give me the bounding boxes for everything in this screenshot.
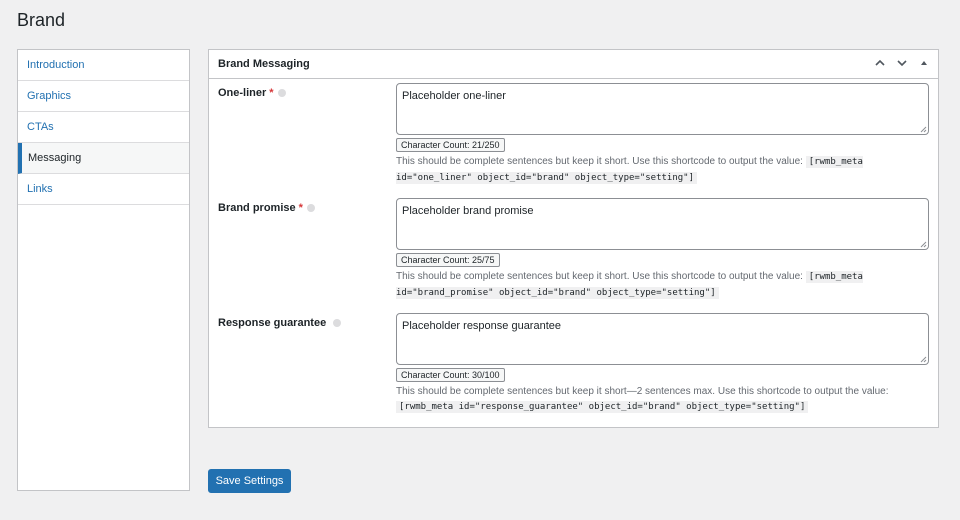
one-liner-label (218, 87, 286, 99)
settings-tabs (17, 49, 190, 491)
brand-messaging-panel (208, 49, 939, 428)
info-icon[interactable] (307, 204, 315, 212)
field-label-text: One-liner (218, 87, 267, 99)
tab-introduction[interactable]: Introduction (18, 50, 189, 81)
tab-messaging[interactable]: Messaging (18, 143, 189, 174)
resize-grip-icon[interactable] (920, 126, 927, 133)
character-count: Character Count: 21/250 (396, 138, 505, 152)
resize-grip-icon[interactable] (920, 241, 927, 248)
panel-actions (872, 55, 932, 71)
save-settings-button[interactable]: Save Settings (208, 469, 291, 493)
one-liner-textarea[interactable] (396, 83, 929, 135)
brand-promise-label (218, 202, 315, 214)
response-guarantee-label (218, 317, 341, 329)
shortcode: [rwmb_meta id="one_liner" object_id="brand" object_type="setting"] (396, 157, 863, 183)
textarea-value: Placeholder brand promise (402, 205, 534, 217)
character-count: Character Count: 30/100 (396, 368, 505, 382)
description-text: This should be complete sentences but keep it short. Use this shortcode to output the value: (396, 271, 803, 282)
page-title: Brand (17, 10, 66, 30)
required-marker: * (269, 87, 274, 99)
info-icon[interactable] (278, 89, 286, 97)
brand-promise-textarea[interactable] (396, 198, 929, 250)
shortcode: [rwmb_meta id="brand_promise" object_id="brand" object_type="setting"] (396, 272, 863, 298)
field-label-text: Response guarantee (218, 317, 327, 329)
description-text: This should be complete sentences but keep it short. Use this shortcode to output the value: (396, 156, 803, 167)
tab-links[interactable]: Links (18, 174, 189, 205)
required-marker: * (298, 202, 303, 214)
resize-grip-icon[interactable] (920, 356, 927, 363)
textarea-value: Placeholder one-liner (402, 90, 506, 102)
triangle-up-icon[interactable] (916, 55, 932, 71)
panel-title: Brand Messaging (218, 58, 310, 70)
character-count: Character Count: 25/75 (396, 253, 500, 267)
description-text: This should be complete sentences but keep it short—2 sentences max. Use this shortcode to output the value: (396, 386, 889, 397)
shortcode: [rwmb_meta id="response_guarantee" object_id="brand" object_type="setting"] (396, 401, 808, 413)
info-icon[interactable] (333, 319, 341, 327)
field-description (396, 384, 931, 415)
textarea-value: Placeholder response guarantee (402, 320, 562, 332)
tab-graphics[interactable]: Graphics (18, 81, 189, 112)
field-description (396, 154, 931, 186)
chevron-up-icon[interactable] (872, 55, 888, 71)
field-description (396, 269, 931, 301)
chevron-down-icon[interactable] (894, 55, 910, 71)
field-label-text: Brand promise (218, 202, 296, 214)
panel-header (209, 50, 938, 79)
response-guarantee-textarea[interactable] (396, 313, 929, 365)
tab-ctas[interactable]: CTAs (18, 112, 189, 143)
